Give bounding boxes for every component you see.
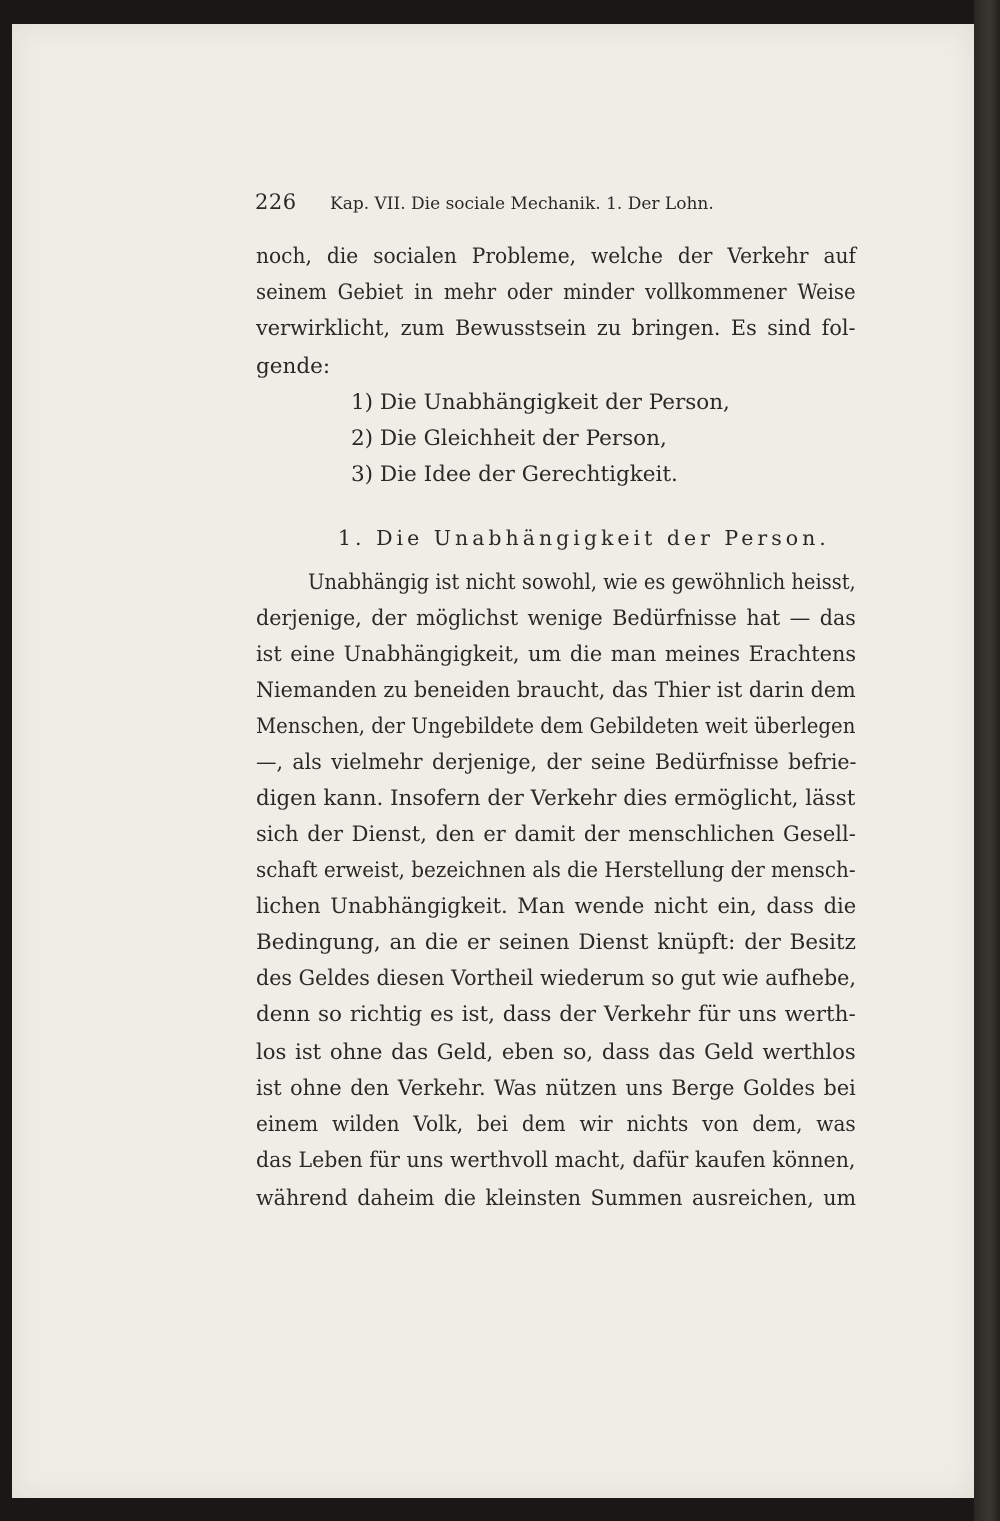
list-item: 2) Die Gleichheit der Person, (351, 426, 667, 451)
page-body (256, 0, 856, 1521)
scan-edge-strip (974, 0, 1000, 1521)
page-number: 226 (255, 190, 297, 214)
body-line: los ist ohne das Geld, eben so, dass das Geld werthlos (256, 1040, 856, 1065)
body-line: ist ohne den Verkehr. Was nützen uns Berge Goldes bei (256, 1076, 856, 1101)
body-line: Menschen, der Ungebildete dem Gebildeten weit überlegen (256, 714, 856, 739)
running-title: Kap. VII. Die sociale Mechanik. 1. Der Lohn. (330, 194, 714, 214)
body-line: lichen Unabhängigkeit. Man wende nicht ein, dass die (256, 894, 857, 919)
body-line: des Geldes diesen Vortheil wiederum so gut wie aufhebe, (256, 966, 856, 991)
body-line: digen kann. Insofern der Verkehr dies ermöglicht, lässt (256, 786, 856, 811)
body-line: schaft erweist, bezeichnen als die Herstellung der mensch- (256, 858, 856, 883)
body-line: das Leben für uns werthvoll macht, dafür kaufen können, (256, 1148, 856, 1173)
body-line: gende: (256, 354, 331, 379)
section-heading: 1. Die Unabhängigkeit der Person. (338, 526, 830, 550)
body-line: sich der Dienst, den er damit der menschlichen Gesell- (256, 822, 856, 847)
body-line: seinem Gebiet in mehr oder minder vollkommener Weise (256, 280, 856, 305)
body-line: verwirklicht, zum Bewusstsein zu bringen. Es sind fol- (256, 316, 856, 341)
body-line: Unabhängig ist nicht sowohl, wie es gewöhnlich heisst, (308, 570, 856, 595)
body-line: während daheim die kleinsten Summen ausreichen, um (256, 1186, 857, 1211)
body-line: —, als vielmehr derjenige, der seine Bedürfnisse befrie- (256, 750, 857, 775)
list-item: 1) Die Unabhängigkeit der Person, (351, 390, 730, 415)
body-line: ist eine Unabhängigkeit, um die man meines Erachtens (256, 642, 857, 667)
body-line: denn so richtig es ist, dass der Verkehr für uns werth- (256, 1002, 856, 1027)
body-line: einem wilden Volk, bei dem wir nichts von dem, was (256, 1112, 856, 1137)
body-line: derjenige, der möglichst wenige Bedürfnisse hat — das (256, 606, 856, 631)
list-item: 3) Die Idee der Gerechtigkeit. (351, 462, 678, 487)
body-line: Bedingung, an die er seinen Dienst knüpft: der Besitz (256, 930, 856, 955)
body-line: noch, die socialen Probleme, welche der Verkehr auf (256, 244, 857, 269)
body-line: Niemanden zu beneiden braucht, das Thier ist darin dem (256, 678, 856, 703)
